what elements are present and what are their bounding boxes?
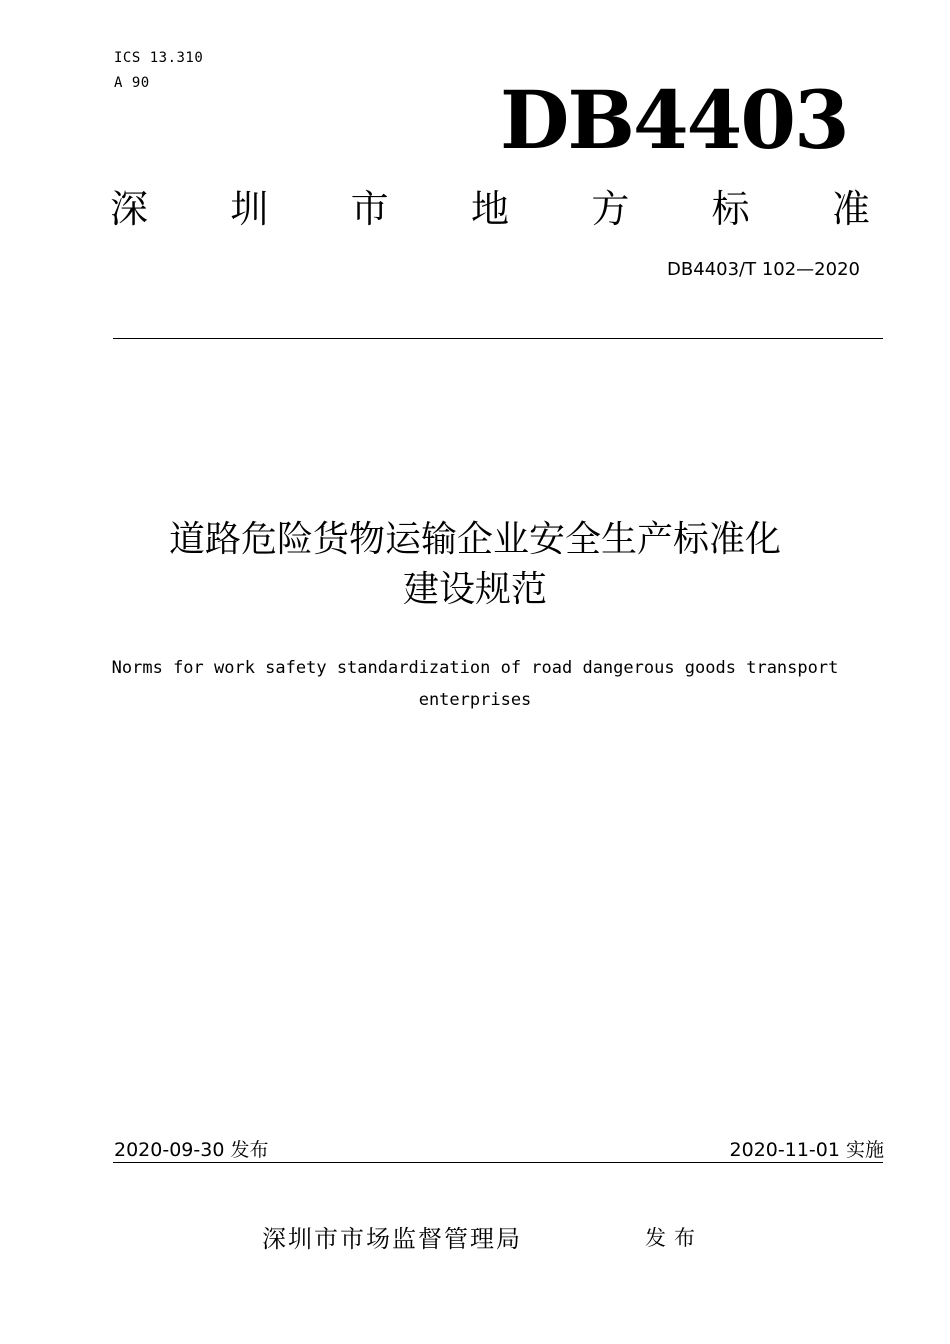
issuing-authority: 深圳市市场监督管理局 — [262, 1225, 522, 1253]
issue-label: 发布 — [645, 1226, 703, 1250]
top-divider — [113, 338, 883, 339]
standard-kind-char: 深 — [110, 187, 149, 231]
bottom-divider — [113, 1162, 883, 1163]
standard-prefix: DB4403 — [500, 73, 848, 167]
implement-date: 2020-11-01 实施 — [729, 1139, 884, 1161]
standard-kind-char: 地 — [470, 187, 509, 231]
title-english-line-1: Norms for work safety standardization of road dangerous goods transport — [111, 658, 839, 678]
title-english — [60, 652, 890, 716]
ics-code: ICS 13.310 — [114, 50, 204, 66]
standard-number: DB4403/T 102—2020 — [667, 259, 860, 280]
standard-kind-char: 准 — [831, 187, 870, 231]
standard-kind-char: 方 — [591, 187, 630, 231]
standard-kind — [110, 184, 870, 234]
ccs-code: A 90 — [114, 75, 150, 91]
title-english-line-2: enterprises — [418, 690, 532, 710]
standard-kind-char: 市 — [350, 187, 389, 231]
publish-date: 2020-09-30 发布 — [114, 1139, 269, 1161]
title-chinese-line-2: 建设规范 — [402, 569, 547, 610]
title-chinese-line-1: 道路危险货物运输企业安全生产标准化 — [168, 519, 781, 560]
standard-kind-char: 圳 — [230, 187, 269, 231]
standard-kind-char: 标 — [711, 187, 750, 231]
title-chinese — [0, 515, 950, 615]
